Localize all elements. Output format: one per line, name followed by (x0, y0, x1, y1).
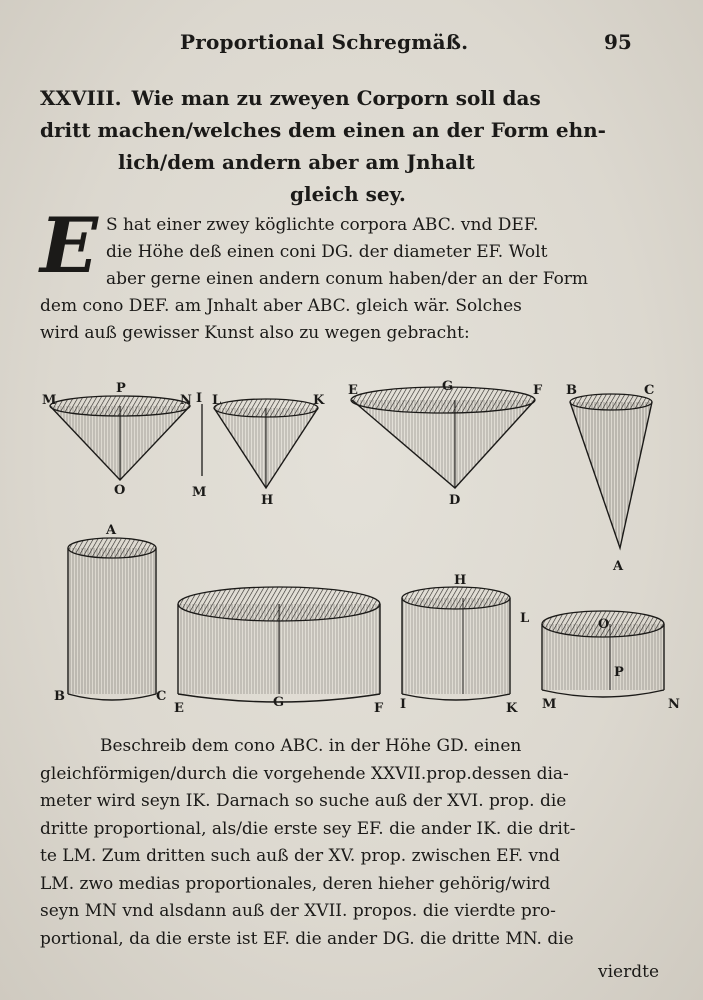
text-line: LM. zwo medias proportionales, deren hieher gehörig/wird (40, 873, 551, 894)
text-line: die Höhe deß einen coni DG. der diameter EF. Wolt (105, 242, 548, 262)
label: K (313, 393, 325, 408)
label: O (598, 617, 610, 632)
cylinder-hlik (400, 573, 529, 716)
text-line: seyn MN vnd alsdann auß der XVII. propos. die vierdte pro- (40, 901, 556, 921)
cone-egfd (348, 379, 543, 508)
label: G (273, 695, 285, 710)
cylinder-egf (174, 587, 384, 716)
text-line: dem cono DEF. am Jnhalt aber ABC. gleich wär. Solches (40, 296, 522, 316)
text-line: portional, da die erste ist EF. die ander DG. die dritte MN. die (40, 928, 574, 949)
cones-and-cylinders-illustration (30, 376, 690, 726)
text-line: Beschreib dem cono ABC. in der Höhe GD. einen (100, 736, 522, 756)
label: N (668, 697, 680, 712)
cylinder-abc (54, 523, 166, 704)
drop-cap: E (40, 201, 98, 290)
page-number: 95 (604, 30, 632, 54)
label: E (348, 383, 358, 398)
text-line: gleichförmigen/durch die vorgehende XXVII.prop.dessen dia- (40, 763, 569, 784)
label: H (454, 573, 467, 588)
label: I (196, 391, 203, 406)
cone-mpno (42, 381, 192, 498)
label: B (54, 689, 65, 704)
rod-im (192, 391, 206, 500)
heading-line-3: lich/dem andern aber am Jnhalt (118, 150, 475, 174)
paragraph-intro (40, 201, 670, 347)
woodcut-figure (30, 376, 690, 726)
catchword: vierdte (598, 962, 660, 982)
heading-line-1: XXVIII. Wie man zu zweyen Corporn soll das (40, 86, 541, 110)
cone-lkh (212, 393, 325, 508)
heading-line-4: gleich sey. (290, 182, 406, 206)
label: I (400, 697, 407, 712)
label: K (506, 701, 518, 716)
label: P (614, 665, 624, 680)
label: B (566, 383, 577, 398)
cylinder-opmn (542, 611, 680, 712)
section-heading (40, 82, 660, 210)
label: L (212, 393, 222, 408)
label: L (520, 611, 530, 626)
label: G (442, 379, 454, 394)
paragraph-instructions (40, 733, 670, 953)
label: A (613, 559, 624, 574)
text-line: dritte proportional, als/die erste sey EF. die ander IK. die drit- (40, 818, 576, 839)
label: C (644, 383, 655, 398)
cone-bca (566, 383, 654, 574)
label: H (261, 493, 274, 508)
label: M (542, 697, 557, 712)
label: C (156, 689, 167, 704)
section-number: XXVIII. (40, 86, 122, 110)
text-line: S hat einer zwey köglichte corpora ABC. vnd DEF. (105, 215, 539, 235)
label: D (449, 493, 461, 508)
text-line: meter wird seyn IK. Darnach so suche auß der XVI. prop. die (40, 791, 567, 811)
running-header: Proportional Schregmäß. (180, 30, 469, 54)
label: F (533, 383, 543, 398)
text-line: aber gerne einen andern conum haben/der an der Form (105, 269, 589, 289)
label: F (374, 701, 384, 716)
label: M (42, 393, 57, 408)
label: A (106, 523, 117, 538)
label: M (192, 485, 207, 500)
label: N (180, 393, 192, 408)
label: P (116, 381, 126, 396)
label: E (174, 701, 184, 716)
text-line: te LM. Zum dritten such auß der XV. prop. zwischen EF. vnd (40, 846, 560, 866)
text-line: wird auß gewisser Kunst also zu wegen gebracht: (40, 323, 470, 343)
heading-line-2: dritt machen/welches dem einen an der Form ehn- (40, 118, 606, 142)
label: O (114, 483, 126, 498)
